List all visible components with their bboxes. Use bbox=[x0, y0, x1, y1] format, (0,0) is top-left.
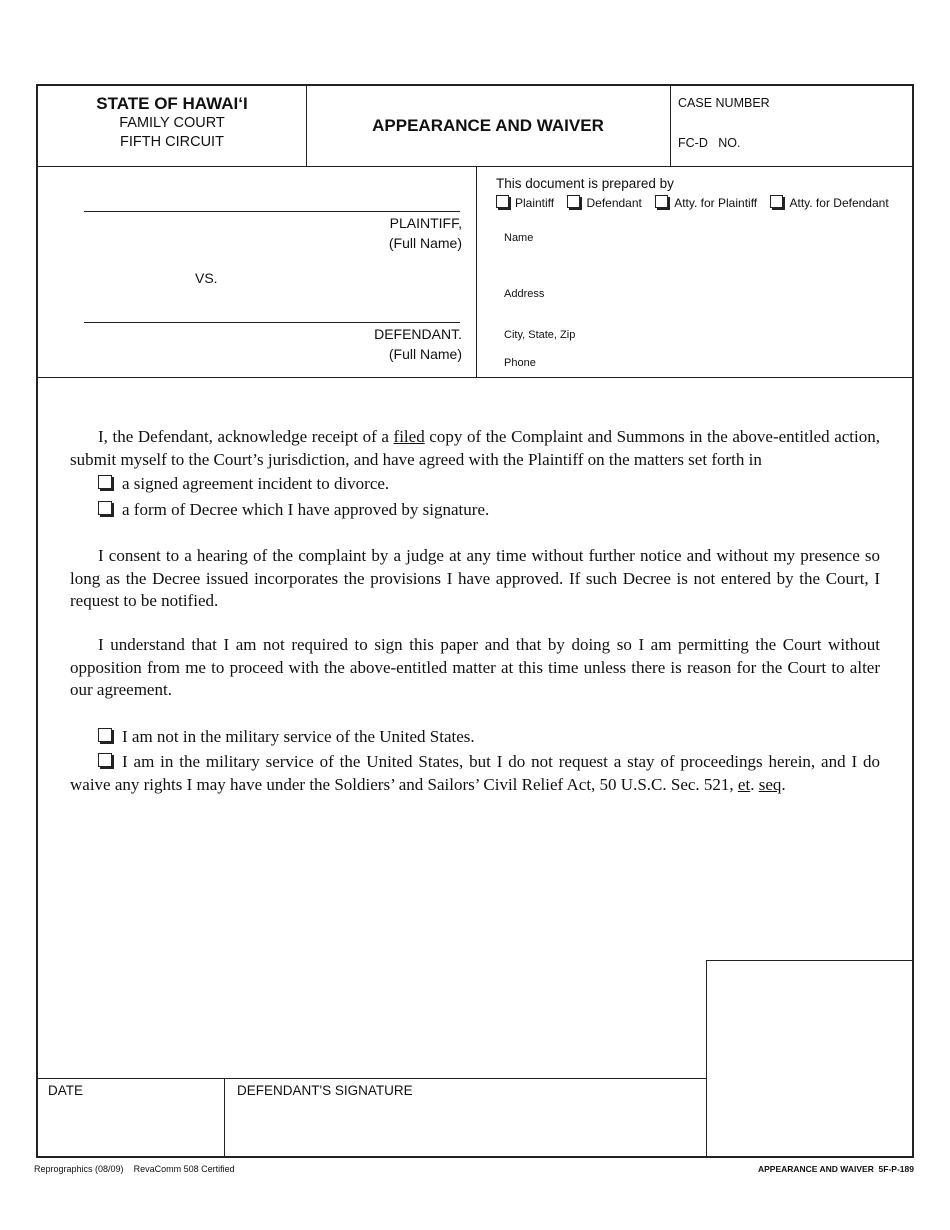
state-title: STATE OF HAWAI‘I bbox=[96, 94, 248, 113]
checkbox-defendant[interactable] bbox=[567, 195, 580, 208]
city-field-label: City, State, Zip bbox=[504, 329, 576, 341]
no-label: NO. bbox=[718, 136, 741, 150]
parties-divider bbox=[36, 377, 912, 378]
address-field-label: Address bbox=[504, 288, 545, 300]
prepared-by-heading: This document is prepared by bbox=[496, 176, 674, 191]
consent-paragraph: I consent to a hearing of the complaint by a judge at any time without further notice and without my presence so long as the Decree issued incorporates the provisions I have approved. If such Decree is not entered by the Court, I request to be notified. bbox=[70, 546, 880, 610]
case-number-label: CASE NUMBER bbox=[678, 96, 770, 110]
defendant-sub: (Full Name) bbox=[388, 346, 462, 362]
footer-left bbox=[34, 1164, 235, 1174]
phone-field-label: Phone bbox=[504, 357, 536, 369]
form-title: APPEARANCE AND WAIVER bbox=[372, 116, 604, 135]
stamp-box-top bbox=[706, 960, 912, 961]
checkbox-decree-form[interactable] bbox=[98, 501, 112, 515]
option-defendant[interactable]: Defendant bbox=[567, 196, 641, 210]
option-signed-agreement[interactable]: a signed agreement incident to divorce. bbox=[98, 473, 389, 495]
case-number-field[interactable] bbox=[678, 136, 741, 150]
date-label: DATE bbox=[48, 1083, 84, 1098]
filed-word: filed bbox=[393, 427, 425, 446]
acknowledgment-paragraph: I, the Defendant, acknowledge receipt of a filed copy of the Complaint and Summons in the above-entitled action, submit myself to the Court’s jurisdiction, and have agreed with the Plaintiff on the matters set forth in bbox=[70, 427, 881, 469]
vs-label: VS. bbox=[195, 270, 218, 286]
defendant-caption bbox=[300, 324, 462, 364]
parties-col-divider bbox=[476, 166, 477, 377]
header-divider bbox=[36, 166, 912, 167]
plaintiff-sub: (Full Name) bbox=[388, 235, 462, 251]
defendant-label: DEFENDANT. bbox=[374, 326, 462, 342]
signature-label: DEFENDANT'S SIGNATURE bbox=[237, 1083, 413, 1098]
name-field-label: Name bbox=[504, 232, 534, 244]
circuit-name: FIFTH CIRCUIT bbox=[120, 134, 224, 150]
signature-field[interactable] bbox=[237, 1083, 413, 1098]
option-not-military[interactable]: I am not in the military service of the United States. bbox=[98, 726, 475, 748]
option-decree-form[interactable]: a form of Decree which I have approved by signature. bbox=[98, 499, 489, 521]
form-id: APPEARANCE AND WAIVER 5F-P-189 bbox=[757, 1164, 914, 1174]
checkbox-plaintiff[interactable] bbox=[496, 195, 509, 208]
court-name: FAMILY COURT bbox=[119, 115, 225, 131]
checkbox-atty-defendant[interactable] bbox=[770, 195, 783, 208]
signature-row-top bbox=[36, 1078, 706, 1079]
option-atty-defendant[interactable]: Atty. for Defendant bbox=[770, 196, 888, 210]
header-col-divider-2 bbox=[670, 84, 671, 166]
plaintiff-label: PLAINTIFF, bbox=[389, 215, 462, 231]
revacomm-text: RevaComm 508 Certified bbox=[133, 1164, 235, 1174]
option-atty-plaintiff[interactable]: Atty. for Plaintiff bbox=[655, 196, 757, 210]
understanding-paragraph: I understand that I am not required to sign this paper and that by doing so I am permitting the Court without opposition from me to proceed with the above-entitled matter at this time unless there is reason for the Court to alter our agreement. bbox=[70, 635, 880, 699]
prepared-by-options bbox=[496, 195, 889, 210]
repro-text: Reprographics (08/09) bbox=[34, 1164, 124, 1174]
checkbox-signed-agreement[interactable] bbox=[98, 475, 112, 489]
checkbox-atty-plaintiff[interactable] bbox=[655, 195, 668, 208]
checkbox-military[interactable] bbox=[98, 753, 112, 767]
plaintiff-name-line[interactable] bbox=[84, 211, 460, 212]
military-paragraph: I am in the military service of the United States, but I do not request a stay of proceedings herein, and I do waive any rights I may have under the Soldiers’ and Sailors’ Civil Relief Act, 50 U.S.C. Sec. 521, et. seq. bbox=[70, 752, 880, 794]
date-field[interactable] bbox=[48, 1083, 83, 1098]
signature-row-divider bbox=[224, 1078, 225, 1156]
defendant-name-line[interactable] bbox=[84, 322, 460, 323]
checkbox-not-military[interactable] bbox=[98, 728, 112, 742]
option-plaintiff[interactable]: Plaintiff bbox=[496, 196, 554, 210]
plaintiff-caption bbox=[300, 213, 462, 253]
court-identity bbox=[38, 94, 306, 152]
form-frame bbox=[36, 84, 914, 1158]
fcd-label: FC-D bbox=[678, 136, 708, 150]
stamp-box-left bbox=[706, 960, 707, 1156]
